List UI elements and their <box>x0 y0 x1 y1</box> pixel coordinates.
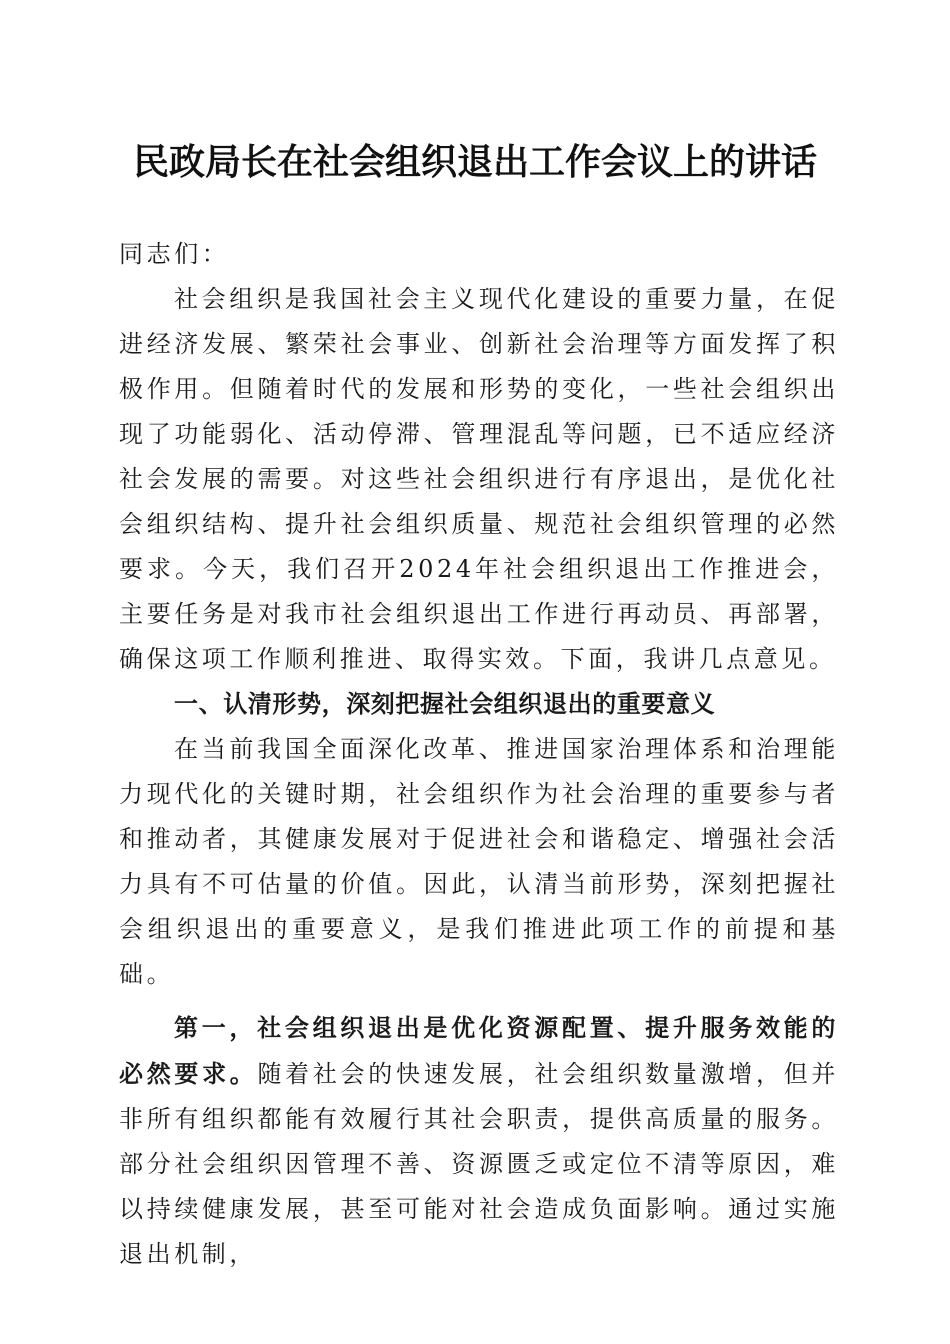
document-body <box>119 232 839 1277</box>
greeting: 同志们： <box>119 240 230 268</box>
point-1-body: 随着社会的快速发展，社会组织数量激增，但并非所有组织都能有效履行其社会职责，提供高质量的服务。部分社会组织因管理不善、资源匮乏或定位不清等原因，难以持续健康发展，甚至可能对社会造成负面影响。通过实施退出机制， <box>119 1060 839 1268</box>
point-1-lead: 第一，社会组织退出是优化资源配置、提升服务效能的必然要求。 <box>119 1013 839 1088</box>
point-1-paragraph <box>119 1005 839 1277</box>
section-1-paragraph: 在当前我国全面深化改革、推进国家治理体系和治理能力现代化的关键时期，社会组织作为社会治理的重要参与者和推动者，其健康发展对于促进社会和谐稳定、增强社会活力具有不可估量的价值。因此，认清当前形势，深刻把握社会组织退出的重要意义，是我们推进此项工作的前提和基础。 <box>119 735 839 988</box>
document-title: 民政局长在社会组织退出工作会议上的讲话 <box>132 141 817 183</box>
intro-paragraph: 社会组织是我国社会主义现代化建设的重要力量，在促进经济发展、繁荣社会事业、创新社会治理等方面发挥了积极作用。但随着时代的发展和形势的变化，一些社会组织出现了功能弱化、活动停滞、管理混乱等问题，已不适应经济社会发展的需要。对这些社会组织进行有序退出，是优化社会组织结构、提升社会组织质量、规范社会组织管理的必然要求。今天，我们召开2024年社会组织退出工作推进会，主要任务是对我市社会组织退出工作进行再动员、再部署，确保这项工作顺利推进、取得实效。下面，我讲几点意见。 <box>119 285 839 673</box>
section-heading-1: 一、认清形势，深刻把握社会组织退出的重要意义 <box>174 690 716 718</box>
